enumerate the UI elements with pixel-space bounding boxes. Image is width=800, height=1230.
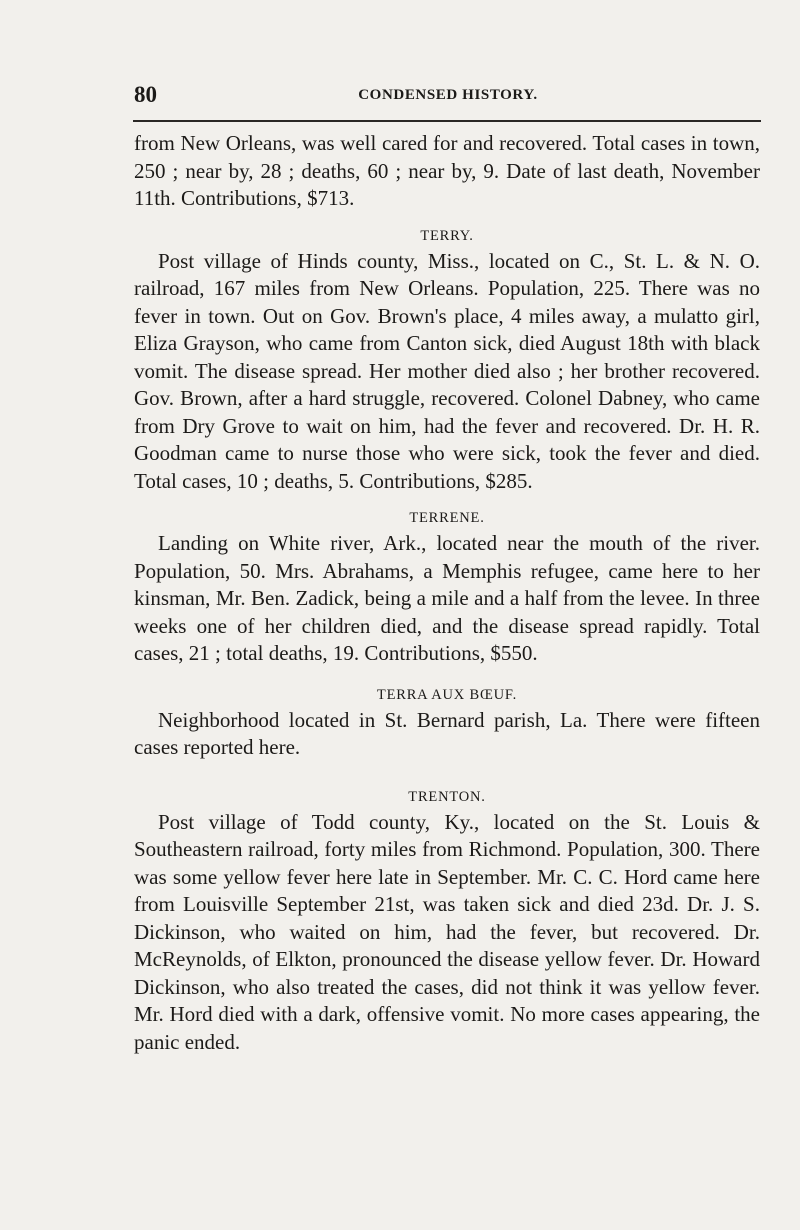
section-heading-trenton: TRENTON. xyxy=(408,788,486,805)
header-rule xyxy=(133,120,761,122)
running-head xyxy=(134,80,762,110)
section-paragraph-terrene: Landing on White river, Ark., located near the mouth of the river. Population, 50. Mrs. Abrahams, a Memphis refugee, came here to her kinsman, Mr. Ben. Zadick, being a mile and a half from the levee. In three weeks one of her children died, and the disease spread rapidly. Total cases, 21 ; total deaths, 19. Contributions, $550. xyxy=(134,531,760,665)
section-paragraph-terra-aux-boeuf: Neighborhood located in St. Bernard parish, La. There were fifteen cases reported here. xyxy=(134,707,760,759)
section-paragraph-terry: Post village of Hinds county, Miss., located on C., St. L. & N. O. railroad, 167 miles from New Orleans. Population, 225. There was no fever in town. Out on Gov. Brown's place, 4 miles away, a mulatto girl, Eliza Grayson, who came from Canton sick, died August 18th with black vomit. The disease spread. Her mother died also ; her brother recovered. Gov. Brown, after a hard struggle, recovered. Colonel Dabney, who came from Dry Grove to wait on him, had the fever and recovered. Dr. H. R. Goodman came to nurse those who were sick, took the fever and died. Total cases, 10 ; deaths, 5. Contributions, $285. xyxy=(134,248,760,493)
section-heading-terra-aux-boeuf: TERRA AUX BŒUF. xyxy=(376,686,518,703)
section-heading-terry: TERRY. xyxy=(420,227,474,244)
page-number: 80 xyxy=(134,82,157,107)
page-body xyxy=(134,130,760,1056)
section-paragraph-trenton: Post village of Todd county, Ky., located on the St. Louis & Southeastern railroad, forty miles from Richmond. Population, 300. There was some yellow fever here late in September. Mr. C. C. Hord came here from Louisville September 21st, was taken sick and died 23d. Dr. J. S. Dickinson, who waited on him, had the fever, but recovered. Dr. McReynolds, of Elkton, pronounced the disease yellow fever. Dr. Howard Dickinson, who also treated the cases, did not think it was yellow fever. Mr. Hord died with a dark, offensive vomit. No more cases appearing, the panic ended. xyxy=(134,809,760,1054)
section-heading-terrene: TERRENE. xyxy=(409,510,485,526)
running-title: CONDENSED HISTORY. xyxy=(358,87,538,103)
intro-paragraph: from New Orleans, was well cared for and recovered. Total cases in town, 250 ; near by, 28 ; deaths, 60 ; near by, 9. Date of last death, November 11th. Contributions, $713. xyxy=(134,131,760,210)
